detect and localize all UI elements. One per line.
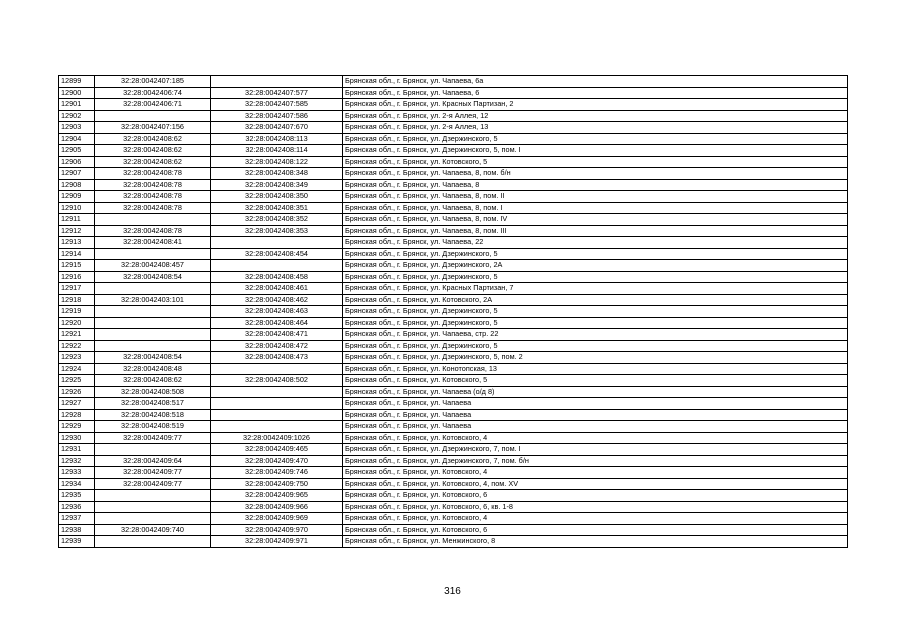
row-number-cell: 12931 (59, 444, 95, 456)
table-row (59, 352, 848, 364)
object-number-cell: 32:28:0042409:966 (211, 501, 343, 513)
address-cell: Брянская обл., г. Брянск, ул. Котовского, 4, пом. XV (343, 478, 848, 490)
address-cell: Брянская обл., г. Брянск, ул. Дзержинского, 7, пом. б/н (343, 455, 848, 467)
parcel-number-cell (95, 329, 211, 341)
table-row (59, 191, 848, 203)
table-row (59, 179, 848, 191)
row-number-cell: 12907 (59, 168, 95, 180)
row-number-cell: 12902 (59, 110, 95, 122)
address-cell: Брянская обл., г. Брянск, ул. 2-я Аллея, 13 (343, 122, 848, 134)
parcel-number-cell: 32:28:0042408:457 (95, 260, 211, 272)
row-number-cell: 12932 (59, 455, 95, 467)
address-cell: Брянская обл., г. Брянск, ул. Котовского, 5 (343, 375, 848, 387)
object-number-cell: 32:28:0042409:969 (211, 513, 343, 525)
table-row (59, 513, 848, 525)
object-number-cell: 32:28:0042407:586 (211, 110, 343, 122)
address-cell: Брянская обл., г. Брянск, ул. Дзержинского, 5 (343, 133, 848, 145)
object-number-cell: 32:28:0042409:965 (211, 490, 343, 502)
row-number-cell: 12905 (59, 145, 95, 157)
address-cell: Брянская обл., г. Брянск, ул. Чапаева, 8, пом. б/н (343, 168, 848, 180)
row-number-cell: 12908 (59, 179, 95, 191)
table-row (59, 156, 848, 168)
object-number-cell: 32:28:0042409:970 (211, 524, 343, 536)
address-cell: Брянская обл., г. Брянск, ул. Котовского, 6 (343, 490, 848, 502)
parcel-number-cell: 32:28:0042408:517 (95, 398, 211, 410)
object-number-cell (211, 260, 343, 272)
row-number-cell: 12935 (59, 490, 95, 502)
address-cell: Брянская обл., г. Брянск, ул. Дзержинского, 2А (343, 260, 848, 272)
address-cell: Брянская обл., г. Брянск, ул. Дзержинского, 5, пом. I (343, 145, 848, 157)
object-number-cell: 32:28:0042408:502 (211, 375, 343, 387)
row-number-cell: 12915 (59, 260, 95, 272)
table-row (59, 386, 848, 398)
address-cell: Брянская обл., г. Брянск, ул. Менжинского, 8 (343, 536, 848, 548)
parcel-number-cell: 32:28:0042409:77 (95, 432, 211, 444)
parcel-number-cell (95, 283, 211, 295)
page-number: 316 (444, 586, 461, 597)
table-row (59, 467, 848, 479)
row-number-cell: 12922 (59, 340, 95, 352)
object-number-cell: 32:28:0042408:113 (211, 133, 343, 145)
row-number-cell: 12914 (59, 248, 95, 260)
object-number-cell: 32:28:0042408:348 (211, 168, 343, 180)
parcel-number-cell: 32:28:0042408:78 (95, 225, 211, 237)
parcel-number-cell: 32:28:0042409:740 (95, 524, 211, 536)
parcel-number-cell (95, 317, 211, 329)
object-number-cell: 32:28:0042408:351 (211, 202, 343, 214)
parcel-number-cell (95, 501, 211, 513)
parcel-number-cell: 32:28:0042408:41 (95, 237, 211, 249)
object-number-cell (211, 237, 343, 249)
table-row (59, 214, 848, 226)
parcel-number-cell (95, 536, 211, 548)
parcel-number-cell: 32:28:0042408:62 (95, 133, 211, 145)
object-number-cell: 32:28:0042409:971 (211, 536, 343, 548)
table-row (59, 490, 848, 502)
address-cell: Брянская обл., г. Брянск, ул. Чапаева, 8, пом. IV (343, 214, 848, 226)
object-number-cell: 32:28:0042408:461 (211, 283, 343, 295)
table-row (59, 478, 848, 490)
table-row (59, 260, 848, 272)
address-cell: Брянская обл., г. Брянск, ул. Чапаева (343, 409, 848, 421)
row-number-cell: 12937 (59, 513, 95, 525)
object-number-cell (211, 409, 343, 421)
object-number-cell: 32:28:0042409:1026 (211, 432, 343, 444)
address-cell: Брянская обл., г. Брянск, ул. Котовского, 6 (343, 524, 848, 536)
address-cell: Брянская обл., г. Брянск, ул. Чапаева, 8, пом. III (343, 225, 848, 237)
table-row (59, 363, 848, 375)
parcel-number-cell (95, 340, 211, 352)
table-row (59, 398, 848, 410)
address-cell: Брянская обл., г. Брянск, ул. Чапаева, 8, пом. II (343, 191, 848, 203)
table-row (59, 421, 848, 433)
row-number-cell: 12920 (59, 317, 95, 329)
parcel-number-cell: 32:28:0042408:518 (95, 409, 211, 421)
row-number-cell: 12900 (59, 87, 95, 99)
object-number-cell: 32:28:0042407:577 (211, 87, 343, 99)
parcel-number-cell: 32:28:0042407:185 (95, 76, 211, 88)
table-row (59, 248, 848, 260)
parcel-number-cell: 32:28:0042408:54 (95, 352, 211, 364)
table-row (59, 87, 848, 99)
table-row (59, 168, 848, 180)
row-number-cell: 12901 (59, 99, 95, 111)
address-cell: Брянская обл., г. Брянск, ул. Чапаева, 6а (343, 76, 848, 88)
parcel-number-cell: 32:28:0042408:78 (95, 191, 211, 203)
object-number-cell: 32:28:0042408:454 (211, 248, 343, 260)
object-number-cell: 32:28:0042409:465 (211, 444, 343, 456)
row-number-cell: 12913 (59, 237, 95, 249)
table-row (59, 340, 848, 352)
parcel-number-cell: 32:28:0042408:62 (95, 156, 211, 168)
table-row (59, 501, 848, 513)
address-cell: Брянская обл., г. Брянск, ул. Котовского, 5 (343, 156, 848, 168)
table-row (59, 237, 848, 249)
row-number-cell: 12925 (59, 375, 95, 387)
row-number-cell: 12934 (59, 478, 95, 490)
parcel-number-cell: 32:28:0042406:74 (95, 87, 211, 99)
table-row (59, 306, 848, 318)
object-number-cell: 32:28:0042408:352 (211, 214, 343, 226)
address-cell: Брянская обл., г. Брянск, ул. Дзержинского, 5 (343, 271, 848, 283)
object-number-cell: 32:28:0042408:463 (211, 306, 343, 318)
row-number-cell: 12927 (59, 398, 95, 410)
parcel-number-cell (95, 110, 211, 122)
address-cell: Брянская обл., г. Брянск, ул. Чапаева, 8, пом. I (343, 202, 848, 214)
object-number-cell (211, 398, 343, 410)
table-row (59, 271, 848, 283)
table-row (59, 409, 848, 421)
table-row (59, 375, 848, 387)
parcel-number-cell (95, 214, 211, 226)
parcel-number-cell: 32:28:0042408:62 (95, 375, 211, 387)
address-cell: Брянская обл., г. Брянск, ул. Чапаева, 22 (343, 237, 848, 249)
parcel-number-cell (95, 490, 211, 502)
parcel-number-cell (95, 306, 211, 318)
object-number-cell (211, 363, 343, 375)
address-cell: Брянская обл., г. Брянск, ул. Котовского, 4 (343, 467, 848, 479)
parcel-number-cell: 32:28:0042408:48 (95, 363, 211, 375)
table-row (59, 432, 848, 444)
object-number-cell: 32:28:0042408:458 (211, 271, 343, 283)
address-cell: Брянская обл., г. Брянск, ул. Дзержинского, 5, пом. 2 (343, 352, 848, 364)
table-row (59, 76, 848, 88)
object-number-cell: 32:28:0042408:353 (211, 225, 343, 237)
row-number-cell: 12909 (59, 191, 95, 203)
parcel-number-cell (95, 513, 211, 525)
parcel-number-cell: 32:28:0042403:101 (95, 294, 211, 306)
table-row (59, 294, 848, 306)
table-row (59, 145, 848, 157)
object-number-cell (211, 421, 343, 433)
row-number-cell: 12933 (59, 467, 95, 479)
row-number-cell: 12910 (59, 202, 95, 214)
address-cell: Брянская обл., г. Брянск, ул. Конотопская, 13 (343, 363, 848, 375)
row-number-cell: 12904 (59, 133, 95, 145)
address-cell: Брянская обл., г. Брянск, ул. Котовского, 4 (343, 432, 848, 444)
address-cell: Брянская обл., г. Брянск, ул. Красных Партизан, 2 (343, 99, 848, 111)
parcel-number-cell (95, 248, 211, 260)
address-cell: Брянская обл., г. Брянск, ул. Дзержинского, 5 (343, 306, 848, 318)
address-cell: Брянская обл., г. Брянск, ул. Котовского, 2А (343, 294, 848, 306)
object-number-cell: 32:28:0042408:350 (211, 191, 343, 203)
row-number-cell: 12929 (59, 421, 95, 433)
object-number-cell: 32:28:0042408:473 (211, 352, 343, 364)
address-cell: Брянская обл., г. Брянск, ул. Чапаева, стр. 22 (343, 329, 848, 341)
table-row (59, 225, 848, 237)
parcel-number-cell (95, 444, 211, 456)
address-cell: Брянская обл., г. Брянск, ул. Котовского, 4 (343, 513, 848, 525)
row-number-cell: 12916 (59, 271, 95, 283)
table-row (59, 283, 848, 295)
parcel-number-cell: 32:28:0042408:78 (95, 202, 211, 214)
address-cell: Брянская обл., г. Брянск, ул. Котовского, 6, кв. 1-8 (343, 501, 848, 513)
address-cell: Брянская обл., г. Брянск, ул. Красных Партизан, 7 (343, 283, 848, 295)
row-number-cell: 12928 (59, 409, 95, 421)
row-number-cell: 12930 (59, 432, 95, 444)
address-cell: Брянская обл., г. Брянск, ул. Чапаева (343, 421, 848, 433)
row-number-cell: 12917 (59, 283, 95, 295)
table-row (59, 317, 848, 329)
table-row (59, 444, 848, 456)
object-number-cell (211, 386, 343, 398)
table-row (59, 133, 848, 145)
parcel-number-cell: 32:28:0042406:71 (95, 99, 211, 111)
table-row (59, 99, 848, 111)
row-number-cell: 12938 (59, 524, 95, 536)
row-number-cell: 12936 (59, 501, 95, 513)
object-number-cell: 32:28:0042407:585 (211, 99, 343, 111)
table-row (59, 329, 848, 341)
parcel-number-cell: 32:28:0042408:519 (95, 421, 211, 433)
table-row (59, 536, 848, 548)
address-cell: Брянская обл., г. Брянск, ул. Дзержинского, 5 (343, 248, 848, 260)
parcel-number-cell: 32:28:0042408:508 (95, 386, 211, 398)
parcel-number-cell: 32:28:0042409:64 (95, 455, 211, 467)
row-number-cell: 12911 (59, 214, 95, 226)
row-number-cell: 12924 (59, 363, 95, 375)
address-cell: Брянская обл., г. Брянск, ул. Чапаева, 8 (343, 179, 848, 191)
object-number-cell: 32:28:0042408:472 (211, 340, 343, 352)
row-number-cell: 12926 (59, 386, 95, 398)
address-cell: Брянская обл., г. Брянск, ул. 2-я Аллея, 12 (343, 110, 848, 122)
table-row (59, 524, 848, 536)
object-number-cell: 32:28:0042408:464 (211, 317, 343, 329)
row-number-cell: 12899 (59, 76, 95, 88)
object-number-cell: 32:28:0042409:750 (211, 478, 343, 490)
parcel-number-cell: 32:28:0042408:54 (95, 271, 211, 283)
row-number-cell: 12906 (59, 156, 95, 168)
table-row (59, 110, 848, 122)
object-number-cell: 32:28:0042409:470 (211, 455, 343, 467)
address-cell: Брянская обл., г. Брянск, ул. Чапаева, 6 (343, 87, 848, 99)
cadastral-register-table (58, 75, 848, 548)
parcel-number-cell: 32:28:0042407:156 (95, 122, 211, 134)
row-number-cell: 12912 (59, 225, 95, 237)
parcel-number-cell: 32:28:0042408:78 (95, 179, 211, 191)
object-number-cell: 32:28:0042408:349 (211, 179, 343, 191)
row-number-cell: 12923 (59, 352, 95, 364)
parcel-number-cell: 32:28:0042409:77 (95, 467, 211, 479)
row-number-cell: 12921 (59, 329, 95, 341)
table-body (59, 76, 848, 548)
address-cell: Брянская обл., г. Брянск, ул. Дзержинского, 7, пом. I (343, 444, 848, 456)
address-cell: Брянская обл., г. Брянск, ул. Чапаева (343, 398, 848, 410)
parcel-number-cell: 32:28:0042409:77 (95, 478, 211, 490)
parcel-number-cell: 32:28:0042408:78 (95, 168, 211, 180)
object-number-cell: 32:28:0042409:746 (211, 467, 343, 479)
object-number-cell: 32:28:0042408:471 (211, 329, 343, 341)
object-number-cell: 32:28:0042408:114 (211, 145, 343, 157)
object-number-cell: 32:28:0042408:462 (211, 294, 343, 306)
object-number-cell: 32:28:0042407:670 (211, 122, 343, 134)
address-cell: Брянская обл., г. Брянск, ул. Дзержинского, 5 (343, 340, 848, 352)
table-row (59, 455, 848, 467)
table-row (59, 122, 848, 134)
address-cell: Брянская обл., г. Брянск, ул. Чапаева (о/д 8) (343, 386, 848, 398)
row-number-cell: 12919 (59, 306, 95, 318)
object-number-cell (211, 76, 343, 88)
row-number-cell: 12903 (59, 122, 95, 134)
table-row (59, 202, 848, 214)
address-cell: Брянская обл., г. Брянск, ул. Дзержинского, 5 (343, 317, 848, 329)
row-number-cell: 12939 (59, 536, 95, 548)
object-number-cell: 32:28:0042408:122 (211, 156, 343, 168)
parcel-number-cell: 32:28:0042408:62 (95, 145, 211, 157)
row-number-cell: 12918 (59, 294, 95, 306)
